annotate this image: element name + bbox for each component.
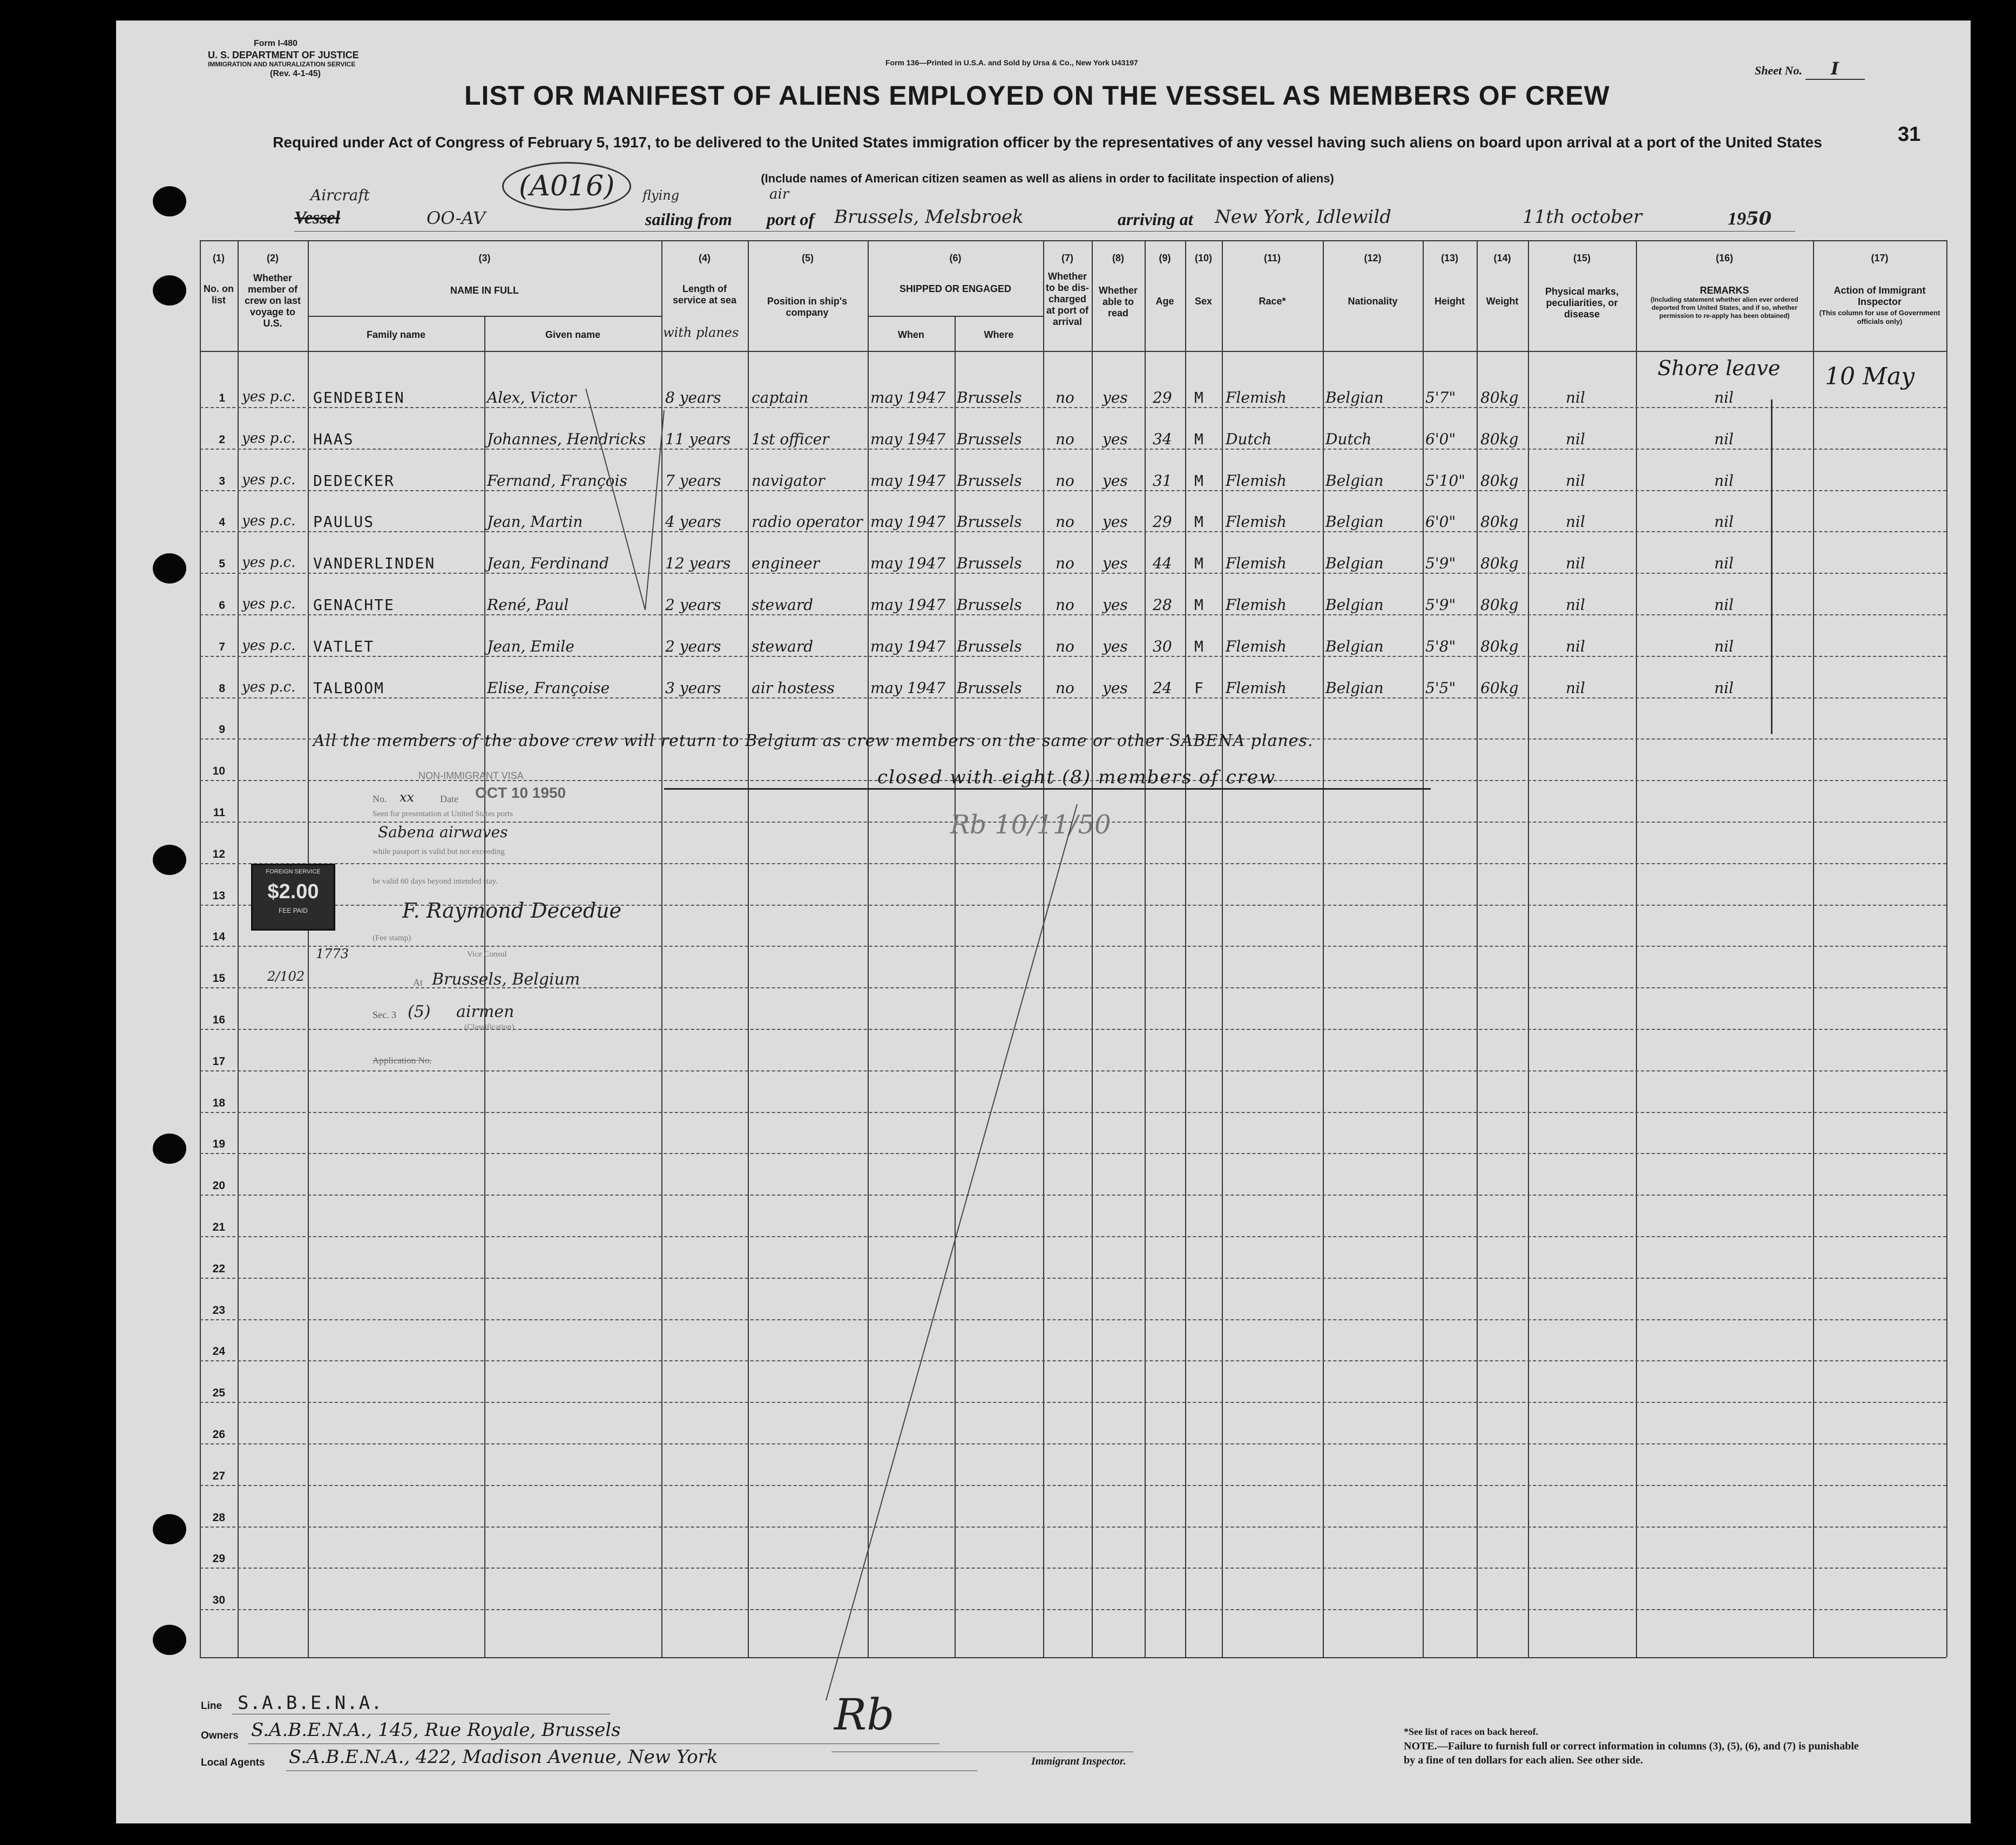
row-number: 14 <box>212 931 225 944</box>
crew-length: 8 years <box>665 389 721 406</box>
crew-where: Brussels <box>957 596 1022 614</box>
header-race: Race* <box>1259 296 1286 307</box>
crew-position: steward <box>752 596 814 614</box>
crew-where: Brussels <box>957 389 1022 406</box>
crew-length: 7 years <box>665 471 721 490</box>
crew-sex: M <box>1194 471 1205 490</box>
crew-where: Brussels <box>957 471 1022 490</box>
crew-length: 11 years <box>665 430 731 448</box>
crew-length: 12 years <box>665 554 731 573</box>
line-value: S.A.B.E.N.A. <box>238 1692 383 1714</box>
line-label: Line <box>201 1700 222 1712</box>
row-number: 21 <box>212 1221 225 1233</box>
crew-height: 5'10" <box>1425 471 1466 490</box>
crew-remarks: nil <box>1714 679 1734 697</box>
crew-last: yes p.c. <box>242 554 296 571</box>
crew-length: 2 years <box>665 596 721 614</box>
crew-family: GENACHTE <box>313 596 395 614</box>
visa-line4: be valid 60 days beyond intended stay. <box>373 877 498 886</box>
col-num-10: (10) <box>1194 253 1212 263</box>
row-number: 3 <box>219 474 225 487</box>
crew-age: 34 <box>1153 430 1172 448</box>
visa-ref: 2/102 <box>267 969 305 984</box>
crew-disch: no <box>1056 679 1074 697</box>
crew-age: 24 <box>1153 679 1172 697</box>
header-when: When <box>898 329 924 340</box>
year-suffix: 50 <box>1746 208 1772 229</box>
crew-marks: nil <box>1566 554 1585 573</box>
crew-marks: nil <box>1566 389 1585 406</box>
row-number: 12 <box>212 847 225 860</box>
crew-race: Flemish <box>1226 389 1287 406</box>
printer-line: Form 136—Printed in U.S.A. and Sold by Ursa & Co., New York U43197 <box>885 58 1138 67</box>
port-handwritten: air <box>769 186 789 202</box>
crew-given: Elise, Françoise <box>487 679 610 697</box>
crew-marks: nil <box>1566 596 1585 614</box>
crew-when: may 1947 <box>870 513 946 531</box>
row-number: 28 <box>212 1511 225 1524</box>
vessel-name: OO-AV <box>427 208 486 228</box>
col-num-14: (14) <box>1493 253 1511 263</box>
crew-sex: M <box>1194 596 1205 614</box>
row-number: 22 <box>212 1262 225 1275</box>
row-number: 4 <box>219 516 225 529</box>
crew-race: Flemish <box>1226 554 1287 573</box>
crew-position: engineer <box>752 554 820 573</box>
crew-nat: Belgian <box>1325 389 1384 406</box>
crew-where: Brussels <box>957 637 1022 655</box>
crew-marks: nil <box>1566 679 1585 697</box>
header-physical-marks: Physical marks, peculiarities, or disease <box>1545 286 1619 320</box>
crew-marks: nil <box>1566 430 1585 448</box>
crew-weight: 60kg <box>1480 679 1519 697</box>
row-number: 13 <box>212 889 225 902</box>
crew-read: yes <box>1102 679 1128 697</box>
row-number: 17 <box>212 1055 225 1068</box>
crew-height: 5'8" <box>1425 637 1456 655</box>
crew-when: may 1947 <box>870 596 946 614</box>
crew-family: HAAS <box>313 430 354 448</box>
header-height: Height <box>1435 296 1465 307</box>
crew-where: Brussels <box>957 679 1022 697</box>
row-number: 8 <box>219 682 225 695</box>
crew-marks: nil <box>1566 637 1585 655</box>
col-num-3: (3) <box>478 253 491 263</box>
header-discharged: Whether to be dis-charged at port of arrival <box>1046 271 1089 327</box>
crew-length: 3 years <box>665 679 721 697</box>
crew-race: Flemish <box>1226 471 1287 490</box>
crew-remarks: nil <box>1714 596 1734 614</box>
crew-family: VANDERLINDEN <box>313 554 436 573</box>
crew-height: 5'9" <box>1425 596 1456 614</box>
crew-family: DEDECKER <box>313 471 395 490</box>
row9-note: All the members of the above crew will return to Belgium as crew members on the same or other SABENA planes. <box>313 731 1314 750</box>
row-number: 9 <box>219 723 225 736</box>
col-num-9: (9) <box>1159 253 1171 263</box>
form-number: Form I-480 <box>254 39 297 48</box>
crew-length: 4 years <box>665 513 721 531</box>
row-number: 7 <box>219 640 225 653</box>
note-text: —Failure to furnish full or correct information in columns (3), (5), (6), and (7) is punishable by a fine of ten dollars for each alien. See other side. <box>1404 1740 1859 1766</box>
crew-length: 2 years <box>665 637 721 655</box>
action-note: 10 May <box>1825 363 1915 390</box>
page-title: LIST OR MANIFEST OF ALIENS EMPLOYED ON THE VESSEL AS MEMBERS OF CREW <box>464 80 1610 111</box>
crew-read: yes <box>1102 513 1128 531</box>
crew-sex: F <box>1194 679 1205 697</box>
crew-last: yes p.c. <box>242 389 296 405</box>
row-number: 27 <box>212 1469 225 1482</box>
visa-no-label: No. <box>373 793 387 804</box>
row10-note: closed with eight (8) members of crew <box>877 767 1276 788</box>
col-num-15: (15) <box>1573 253 1591 263</box>
crew-weight: 80kg <box>1480 596 1519 614</box>
crew-age: 30 <box>1153 637 1172 655</box>
sheet-value: I <box>1805 58 1865 80</box>
crew-read: yes <box>1102 430 1128 448</box>
row-number: 20 <box>212 1179 225 1192</box>
header-length-of-service: Length of service at sea <box>672 283 737 306</box>
row-number: 29 <box>212 1552 225 1565</box>
vessel-handwritten: Aircraft <box>310 186 370 204</box>
crew-sex: M <box>1194 554 1205 573</box>
row-number: 25 <box>212 1387 225 1400</box>
crew-position: 1st officer <box>752 430 829 448</box>
crew-disch: no <box>1056 554 1074 573</box>
crew-family: GENDEBIEN <box>313 389 405 406</box>
visa-line1: Seen for presentation at United States ports <box>373 810 513 818</box>
crew-disch: no <box>1056 637 1074 655</box>
port-label: port of <box>767 209 814 229</box>
subtitle-note: (Include names of American citizen seamen as well as aliens in order to facilitate inspection of aliens) <box>761 172 1334 185</box>
crew-disch: no <box>1056 596 1074 614</box>
stamp-initials: Rb 10/11/50 <box>950 810 1111 840</box>
crew-nat: Belgian <box>1325 554 1384 573</box>
revenue-stamp-bottom: FEE PAID <box>279 907 308 914</box>
crew-when: may 1947 <box>870 430 946 448</box>
crew-weight: 80kg <box>1480 389 1519 406</box>
sailing-label: sailing from <box>645 209 732 229</box>
header-age: Age <box>1155 296 1174 307</box>
row-number: 26 <box>212 1428 225 1441</box>
crew-sex: M <box>1194 637 1205 655</box>
crew-nat: Dutch <box>1325 430 1372 448</box>
header-name-in-full: NAME IN FULL <box>450 285 519 296</box>
header-last-voyage: Whether member of crew on last voyage to U.S. <box>244 273 301 329</box>
crew-nat: Belgian <box>1325 679 1384 697</box>
visa-at-label: At <box>413 977 423 988</box>
header-remarks-sub: (Including statement whether alien ever ordered deported from United States, and if so, whether permission to re-apply has been obtained) <box>1650 296 1798 320</box>
crew-position: steward <box>752 637 814 655</box>
header-family-name: Family name <box>366 329 426 340</box>
note-label: NOTE. <box>1404 1740 1437 1752</box>
agents-value: S.A.B.E.N.A., 422, Madison Avenue, New York <box>289 1746 718 1768</box>
crew-nat: Belgian <box>1325 637 1384 655</box>
crew-last: yes p.c. <box>242 596 296 612</box>
crew-weight: 80kg <box>1480 430 1519 448</box>
crew-when: may 1947 <box>870 637 946 655</box>
crew-position: captain <box>752 389 809 406</box>
crew-family: PAULUS <box>313 513 375 531</box>
crew-nat: Belgian <box>1325 471 1384 490</box>
crew-sex: M <box>1194 389 1205 406</box>
crew-given: Jean, Ferdinand <box>487 554 609 573</box>
col-num-11: (11) <box>1263 253 1281 263</box>
crew-last: yes p.c. <box>242 513 296 530</box>
crew-remarks: nil <box>1714 471 1734 490</box>
crew-disch: no <box>1056 389 1074 406</box>
header-no-on-list: No. on list <box>204 283 234 306</box>
visa-date-stamp: OCT 10 1950 <box>475 784 566 801</box>
agents-label: Local Agents <box>201 1757 265 1768</box>
row-number: 30 <box>212 1594 225 1607</box>
crew-family: TALBOOM <box>313 679 385 697</box>
header-weight: Weight <box>1486 296 1519 307</box>
crew-remarks: nil <box>1714 637 1734 655</box>
crew-given: Johannes, Hendricks <box>487 430 646 448</box>
visa-line3: while passport is valid but not exceeding <box>373 847 505 856</box>
service: IMMIGRATION AND NATURALIZATION SERVICE <box>208 60 356 68</box>
visa-line2: Sabena airwaves <box>378 823 508 841</box>
visa-heading: NON-IMMIGRANT VISA <box>418 770 524 781</box>
col-num-4: (4) <box>699 253 711 263</box>
owners-label: Owners <box>201 1730 239 1741</box>
col-num-7: (7) <box>1061 253 1073 263</box>
col-num-5: (5) <box>802 253 814 263</box>
header-able-to-read: Whether able to read <box>1099 285 1138 318</box>
failure-note <box>1404 1739 1868 1767</box>
crew-read: yes <box>1102 637 1128 655</box>
crew-disch: no <box>1056 471 1074 490</box>
departure-port: Brussels, Melsbroek <box>834 206 1024 228</box>
crew-age: 44 <box>1153 554 1172 573</box>
crew-sex: M <box>1194 430 1205 448</box>
revenue-stamp-top: FOREIGN SERVICE <box>266 869 321 875</box>
visa-class-value: airmen <box>456 1002 515 1021</box>
crew-race: Flemish <box>1226 513 1287 531</box>
crew-race: Flemish <box>1226 679 1287 697</box>
row-number: 2 <box>219 433 225 446</box>
visa-at-value: Brussels, Belgium <box>432 970 580 989</box>
row-number: 5 <box>219 558 225 571</box>
crew-age: 29 <box>1153 513 1172 531</box>
vessel-label: Vessel <box>294 208 340 228</box>
row-number: 16 <box>212 1014 225 1026</box>
crew-last: yes p.c. <box>242 637 296 654</box>
owners-value: S.A.B.E.N.A., 145, Rue Royale, Brussels <box>251 1719 621 1741</box>
crew-weight: 80kg <box>1480 554 1519 573</box>
crew-sex: M <box>1194 513 1205 531</box>
crew-family: VATLET <box>313 637 375 655</box>
col-num-16: (16) <box>1715 253 1733 263</box>
header-remarks: REMARKS <box>1700 285 1749 296</box>
crew-last: yes p.c. <box>242 430 296 446</box>
row-number: 10 <box>212 765 225 778</box>
visa-sec-value: (5) <box>408 1002 431 1021</box>
row-number: 19 <box>212 1138 225 1151</box>
crew-given: René, Paul <box>487 596 569 614</box>
row-number: 11 <box>213 806 225 819</box>
visa-signature: F. Raymond Decedue <box>402 899 622 922</box>
crew-age: 28 <box>1153 596 1172 614</box>
header-action-sub: (This column for use of Government officials only) <box>1819 309 1940 325</box>
visa-class-label: (Classification) <box>464 1023 515 1032</box>
crew-position: navigator <box>752 471 825 490</box>
revenue-stamp-value: $2.00 <box>267 880 319 903</box>
crew-height: 5'9" <box>1425 554 1456 573</box>
inspector-label: Immigrant Inspector. <box>1031 1755 1126 1767</box>
crew-position: air hostess <box>752 679 835 697</box>
crew-when: may 1947 <box>870 679 946 697</box>
length-service-handwritten: with planes <box>663 325 739 340</box>
crew-position: radio operator <box>752 513 863 531</box>
crew-when: may 1947 <box>870 471 946 490</box>
visa-fee-no: 1773 <box>316 946 349 961</box>
crew-race: Flemish <box>1226 637 1287 655</box>
row-number: 6 <box>219 599 225 612</box>
revenue-stamp <box>251 864 335 931</box>
circled-annotation: (A016) <box>502 162 631 211</box>
header-shipped-engaged: SHIPPED OR ENGAGED <box>899 283 1012 294</box>
crew-given: Fernand, François <box>487 471 627 490</box>
crew-race: Dutch <box>1226 430 1272 448</box>
header-position: Position in ship's company <box>767 296 848 318</box>
crew-read: yes <box>1102 389 1128 406</box>
year-prefix: 19 <box>1728 209 1746 229</box>
header-sex: Sex <box>1194 296 1213 307</box>
remarks-shore-leave: Shore leave <box>1658 356 1781 380</box>
header-given-name: Given name <box>545 329 601 340</box>
subtitle: Required under Act of Congress of February 5, 1917, to be delivered to the United States immigration officer by the representatives of any vessel having such aliens on board upon arrival at a port of the United States <box>273 134 1822 151</box>
col-num-2: (2) <box>267 253 279 263</box>
page-number: 31 <box>1898 123 1921 146</box>
crew-disch: no <box>1056 513 1074 531</box>
header-where: Where <box>984 329 1014 340</box>
arrival-port: New York, Idlewild <box>1215 206 1392 228</box>
col-num-1: (1) <box>213 253 225 263</box>
races-note: *See list of races on back hereof. <box>1404 1726 1539 1737</box>
col-num-6: (6) <box>949 253 962 263</box>
header-action-inspector: Action of Immigrant Inspector <box>1834 285 1926 307</box>
visa-fee-label: (Fee stamp) <box>373 934 411 942</box>
visa-application-label: Application No. <box>373 1055 432 1066</box>
visa-consul-label: Vice Consul <box>467 950 507 959</box>
sheet-label: Sheet No. <box>1755 64 1802 77</box>
arriving-label: arriving at <box>1118 209 1193 229</box>
department: U. S. DEPARTMENT OF JUSTICE <box>208 50 359 60</box>
row-number: 1 <box>219 392 225 404</box>
crew-remarks: nil <box>1714 554 1734 573</box>
crew-remarks: nil <box>1714 389 1734 406</box>
crew-remarks: nil <box>1714 513 1734 531</box>
visa-sec-label: Sec. 3 <box>373 1009 396 1020</box>
crew-last: yes p.c. <box>242 679 296 695</box>
crew-given: Jean, Martin <box>487 513 583 531</box>
header-nationality: Nationality <box>1348 296 1398 307</box>
visa-date-label: Date <box>440 793 458 804</box>
row-number: 24 <box>212 1345 225 1358</box>
crew-nat: Belgian <box>1325 596 1384 614</box>
crew-when: may 1947 <box>870 554 946 573</box>
col-num-17: (17) <box>1871 253 1889 263</box>
crew-nat: Belgian <box>1325 513 1384 531</box>
crew-race: Flemish <box>1226 596 1287 614</box>
col-num-12: (12) <box>1364 253 1382 263</box>
crew-height: 5'7" <box>1425 389 1456 406</box>
crew-read: yes <box>1102 554 1128 573</box>
crew-when: may 1947 <box>870 389 946 406</box>
crew-height: 6'0" <box>1425 430 1456 448</box>
row-number: 18 <box>212 1096 225 1109</box>
visa-no-value: xx <box>400 790 415 805</box>
sailing-handwritten: flying <box>642 188 680 203</box>
crew-marks: nil <box>1566 471 1585 490</box>
crew-age: 31 <box>1153 471 1172 490</box>
arrival-date: 11th october <box>1523 206 1642 228</box>
crew-height: 6'0" <box>1425 513 1456 531</box>
col-num-13: (13) <box>1440 253 1458 263</box>
col-num-8: (8) <box>1112 253 1124 263</box>
crew-weight: 80kg <box>1480 513 1519 531</box>
row-number: 23 <box>212 1304 225 1317</box>
crew-disch: no <box>1056 430 1074 448</box>
crew-given: Jean, Emile <box>487 637 574 655</box>
crew-given: Alex, Victor <box>487 389 577 406</box>
crew-where: Brussels <box>957 513 1022 531</box>
crew-age: 29 <box>1153 389 1172 406</box>
inspector-signature: Rb <box>834 1690 895 1740</box>
revision: (Rev. 4-1-45) <box>270 69 321 78</box>
crew-last: yes p.c. <box>242 471 296 488</box>
crew-where: Brussels <box>957 430 1022 448</box>
crew-read: yes <box>1102 596 1128 614</box>
crew-read: yes <box>1102 471 1128 490</box>
crew-weight: 80kg <box>1480 637 1519 655</box>
crew-where: Brussels <box>957 554 1022 573</box>
crew-weight: 80kg <box>1480 471 1519 490</box>
crew-remarks: nil <box>1714 430 1734 448</box>
crew-marks: nil <box>1566 513 1585 531</box>
crew-height: 5'5" <box>1425 679 1456 697</box>
row-number: 15 <box>212 972 225 985</box>
